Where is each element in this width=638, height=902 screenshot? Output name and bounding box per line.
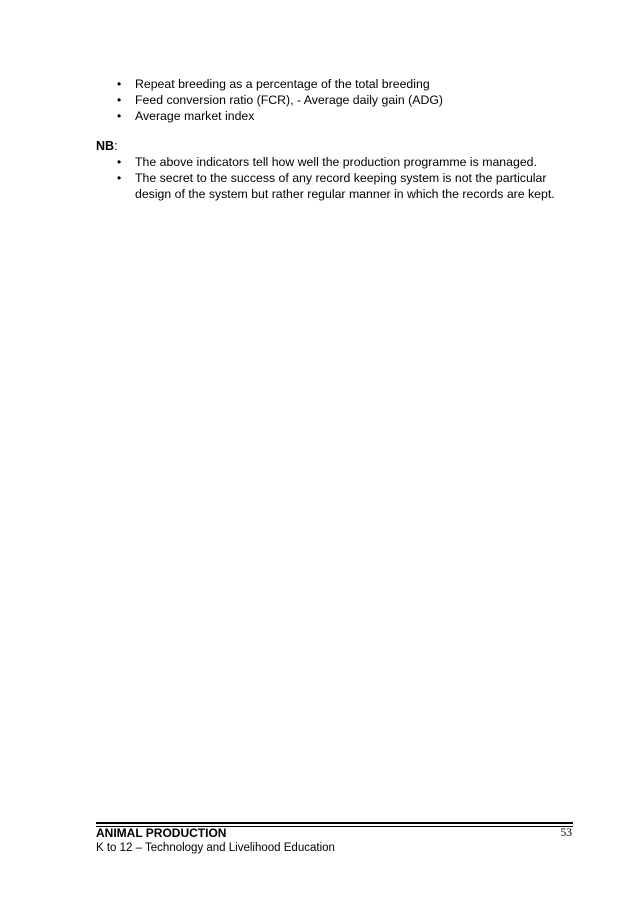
footer-subtitle: K to 12 – Technology and Livelihood Education [96, 842, 335, 854]
list-item [96, 92, 576, 108]
list-item-text: Feed conversion ratio (FCR), - Average daily gain (ADG) [135, 93, 443, 107]
list-item-text: The above indicators tell how well the production programme is managed. [135, 155, 537, 169]
footer-divider [96, 822, 573, 824]
bullet-icon: • [117, 77, 122, 91]
list-item [96, 154, 576, 170]
list-item [96, 108, 576, 124]
footer-title: ANIMAL PRODUCTION [96, 826, 227, 840]
indicator-list [96, 76, 576, 124]
list-item-text: Repeat breeding as a percentage of the total breeding [135, 77, 430, 91]
page-content [96, 76, 576, 202]
nb-label: NB [96, 139, 115, 153]
nb-list [96, 154, 576, 202]
bullet-icon: • [117, 155, 122, 169]
list-item [96, 170, 576, 202]
list-item-text: Average market index [135, 109, 255, 123]
bullet-icon: • [117, 171, 122, 185]
bullet-icon: • [117, 109, 122, 123]
bullet-icon: • [117, 93, 122, 107]
list-item [96, 76, 576, 92]
list-item-text: The secret to the success of any record keeping system is not the particular design of the system but rather regular manner in which the records are kept. [135, 171, 555, 201]
page-number: 53 [560, 827, 572, 839]
nb-heading [96, 138, 576, 154]
nb-colon: : [114, 139, 118, 153]
